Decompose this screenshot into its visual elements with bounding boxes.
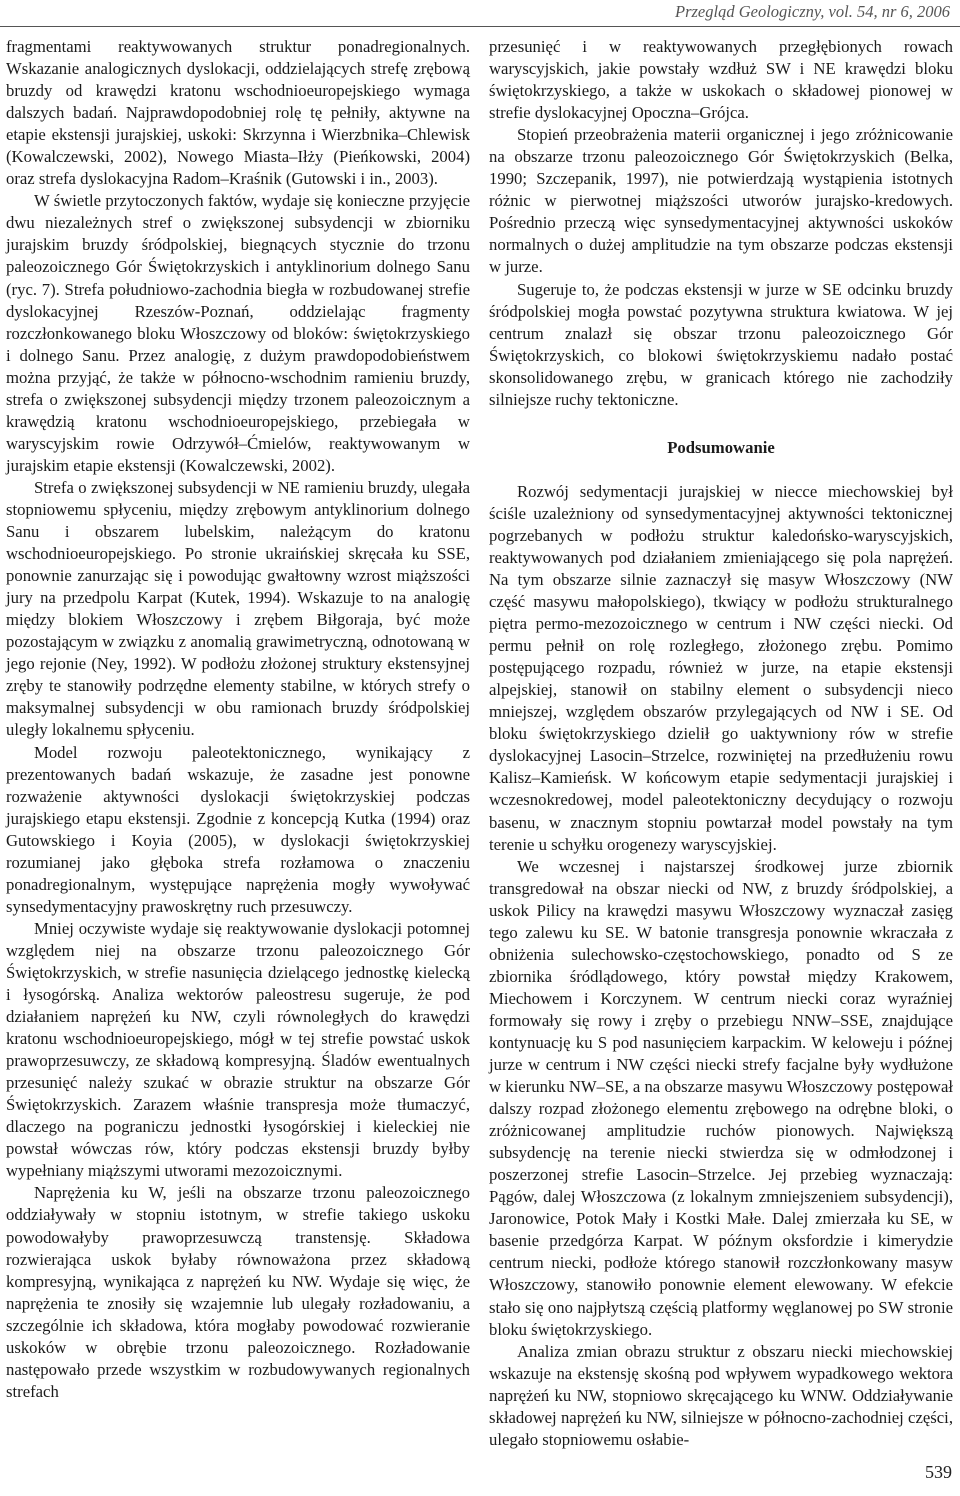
- paragraph: Strefa o zwiększonej subsydencji w NE ramieniu bruzdy, ulegała stopniowemu spłyceniu, między zrębowym antyklinorium dolnego Sanu i obszarem lubelskim, należącym do kratonu wschodnioeuropejskiego. Po stronie ukraińskiej skręcała ku SSE, ponownie zanurzając się i powodując gwałtowny wzrost miąższości jury na przedpolu Karpat (Kutek, 1994). Wskazuje to na analogię między blokiem Włoszczowy i zrębem Biłgoraja, być może pozostającym w związku z anomalią grawimetryczną, odnotowaną w jego rejonie (Ney, 1992). W podłożu złożonej struktury ekstensyjnej zręby te stanowiły podrzędne elementy stabilne, w których strefy o maksymalnej subsydencji w obu ramionach bruzdy śródpolskiej uległy lokalnemu spłyceniu.: [6, 477, 470, 740]
- page-number: 539: [925, 1462, 952, 1482]
- paragraph: Stopień przeobrażenia materii organicznej i jego zróżnicowanie na obszarze trzonu paleozoicznego Gór Świętokrzyskich (Belka, 1990; Szczepanik, 1997), nie potwierdzają wystąpienia istotnych różnic w pierwotnej miąższości utworów jurajsko-kredowych. Pośrednio przeczą więc synsedymentacyjnej aktywności uskoków normalnych o dużej amplitudzie na tym obszarze podczas ekstensji w jurze.: [489, 125, 953, 277]
- paragraph: Analiza zmian obrazu struktur z obszaru niecki miechowskiej wskazuje na ekstensję skośną pod wpływem wypadkowego wektora naprężeń ku NW, stopniowo skręcającego ku WNW. Oddziaływanie składowej naprężeń ku NW, silniejsze w północno-zachodniej części, ulegało stopniowemu osłabie-: [489, 1341, 953, 1449]
- running-header: [0, 0, 960, 27]
- section-heading: Podsumowanie: [667, 437, 775, 457]
- paragraph: Sugeruje to, że podczas ekstensji w jurze w SE odcinku bruzdy śródpolskiej mogła powstać pozytywna struktura kwiatowa. W jej centrum znalazł się obszar trzonu paleozoicznego Gór Świętokrzyskich, co blokowi świętokrzyskiemu nadało postać skonsolidowanego zrębu, w granicach którego nie zachodziły silniejsze ruchy tektoniczne.: [489, 279, 953, 409]
- left-column: [6, 36, 470, 1403]
- paragraph: Mniej oczywiste wydaje się reaktywowanie dyslokacji potomnej względem niej na obszarze trzonu paleozoicznego Gór Świętokrzyskich, w strefie nasunięcia dzielącego jednostkę kielecką i łysogórską. Analiza wektorów paleostresu sugeruje, że pod działaniem naprężeń ku NW, czyli równoległych do krawędzi kratonu wschodnioeuropejskiego, mógł w tej strefie powstać uskok prawoprzesuwczy, ze składową kompresyjną. Śladów ewentualnych przesunięć należy szukać w obrazie struktur na obszarze Gór Świętokrzyskich. Zarazem właśnie transpresja może tłumaczyć, dlaczego na pograniczu jednostki łysogórskiej i kieleckiej nie powstał wówczas rów, który podczas ekstensji bruzdy byłby wypełniany miąższymi utworami mezozoicznymi.: [6, 918, 470, 1181]
- paragraph: We wczesnej i najstarszej środkowej jurze zbiornik transgredował na obszar niecki od NW, z bruzdy śródpolskiej, a uskok Pilicy na krawędzi masywu Włoszczowy wyznaczał zasięg tego zalewu ku SE. W batonie transgresja ponownie wkraczała z obniżenia sulechowsko-częstochowskiego, ponadto od S ze zbiornika śródlądowego, który powstał między Krakowem, Miechowem i Korczynem. W centrum niecki coraz wyraźniej formowały się rowy i zręby o przebiegu NNW–SSE, znajdujące kontynuację ku S pod nasunięciem karpackim. W keloweju i późnej jurze w centrum i NW części niecki strefy facjalne były wydłużone w kierunku NW–SE, a na obszarze masywu Włoszczowy postępował dalszy rozpad złożonego elementu zrębowego na odrębne bloki, o zróżnicowanej amplitudzie ruchów pionowych. Największą subsydencję na terenie niecki stwierdza się w odmłodzonej i poszerzonej strefie Lasocin–Strzelce. Jej przebieg wyznaczają: Pągów, dalej Włoszczowa (z lokalnym zmniejszeniem subsydencji), Jaronowice, Potok Mały i Kostki Małe. Dalej zmierzała ku SE, w basenie przedgórza Karpat. W późnym oksfordzie i kimerydzie centrum niecki, podłoże którego stanowił rozczłonkowany masyw Włoszczowy, stanowiło ponownie element elewowany. W efekcie stało się ono najpłytszą częścią platformy węglanowej po SW stronie bloku świętokrzyskiego.: [489, 856, 953, 1339]
- paragraph: przesunięć i w reaktywowanych przegłębionych rowach waryscyjskich, jakie powstały wzdłuż SW i NE krawędzi bloku świętokrzyskiego, a także w uskokach o składowej pionowej w strefie dyslokacyjnej Opoczna–Grójca.: [489, 37, 953, 123]
- paragraph: fragmentami reaktywowanych struktur ponadregionalnych. Wskazanie analogicznych dyslokacji, oddzielających strefę zrębową bruzdy od krawędzi kratonu wschodnioeuropejskiego wymaga dalszych badań. Najprawdopodobniej rolę tę pełniły, aktywne na etapie ekstensji jurajskiej, uskoki: Skrzynna i Wierzbnika–Chlewisk (Kowalczewski, 2002), Nowego Miasta–Iłży (Pieńkowski, 2004) oraz strefa dyslokacyjna Radom–Kraśnik (Gutowski i in., 2003).: [6, 37, 470, 189]
- right-column: [489, 36, 953, 1451]
- journal-title: Przegląd Geologiczny, vol. 54, nr 6, 2006: [675, 2, 950, 21]
- paragraph: W świetle przytoczonych faktów, wydaje się konieczne przyjęcie dwu niezależnych stref o zwiększonej subsydencji w zbiorniku jurajskim bruzdy śródpolskiej, biegnących stycznie do trzonu paleozoicznego Gór Świętokrzyskich i antyklinorium dolnego Sanu (ryc. 7). Strefa południowo-zachodnia biegła w rozbudowanej strefie dyslokacyjnej Rzeszów-Poznań, oddzielając fragmenty rozczłonkowanego bloku Włoszczowy od bloków: świętokrzyskiego i dolnego Sanu. Przez analogię, z dużym prawdopodobieństwem można przyjąć, że także w północno-wschodnim ramieniu bruzdy, strefa o zwiększonej subsydencji między trzonem paleozoicznym a krawędzią kratonu wschodnioeuropejskiego, przebiegała w waryscyjskim rowie Odrzywół–Ćmielów, reaktywowanym w jurajskim etapie ekstensji (Kowalczewski, 2002).: [6, 191, 470, 475]
- paragraph: Rozwój sedymentacji jurajskiej w niecce miechowskiej był ściśle uzależniony od synsedymentacyjnej aktywności tektonicznej pogrzebanych w podłożu struktur kaledońsko-waryscyjskich, reaktywowanych pod działaniem zmieniającego się pola naprężeń. Na tym obszarze silnie zaznaczył się masyw Włoszczowy (NW część masywu małopolskiego), tkwiący w podłożu strukturalnego piętra permo-mezozoicznego w centrum i NW części niecki. Od permu pełnił on rolę rozległego, złożonego zrębu. Pomimo postępującego rozpadu, również w jurze, na etapie ekstensji alpejskiej, stanowił on stabilny element o subsydencji nieco mniejszej, względem obszarów przylegających od NW i SE. Od bloku świętokrzyskiego dzielił go uaktywniony rów w strefie dyslokacyjnej Lasocin–Strzelce, rozwiniętej na przedłużeniu rowu Kalisz–Kamieńsk. W końcowym etapie sedymentacji jurajskiej i wczesnokredowej, model paleotektoniczny decydujący o rozwoju basenu, w znacznym stopniu powtarzał model powstały na tym terenie u schyłku orogenezy waryscyjskiej.: [489, 481, 953, 854]
- paragraph: Model rozwoju paleotektonicznego, wynikający z prezentowanych badań wskazuje, że zasadne jest ponowne rozważenie aktywności dyslokacji świętokrzyskiej podczas jurajskiego etapu ekstensji. Zgodnie z koncepcją Kutka (1994) oraz Gutowskiego i Koyia (2005), w dyslokacji świętokrzyskiej rozumianej jako głęboka strefa rozłamowa o znaczeniu ponadregionalnym, występujące naprężenia mogły wywoływać synsedymentacyjny prawoskrętny ruch przesuwczy.: [6, 742, 470, 916]
- paragraph: Naprężenia ku W, jeśli na obszarze trzonu paleozoicznego oddziaływały w stopniu istotnym, w strefie takiego uskoku powodowałyby prawoprzesuwczą transtensję. Składowa rozwierająca uskok byłaby równoważona przez składową kompresyjną, wynikająca z naprężeń ku NW. Wydaje się więc, że naprężenia te znosiły się wzajemnie lub ulegały rozładowaniu, a szczególnie ich składowa, która mogłaby powodować rozwieranie uskoków w obrębie trzonu paleozoicznego. Rozładowanie następowało przede wszystkim w rozbudowywanych regionalnych strefach: [6, 1183, 470, 1401]
